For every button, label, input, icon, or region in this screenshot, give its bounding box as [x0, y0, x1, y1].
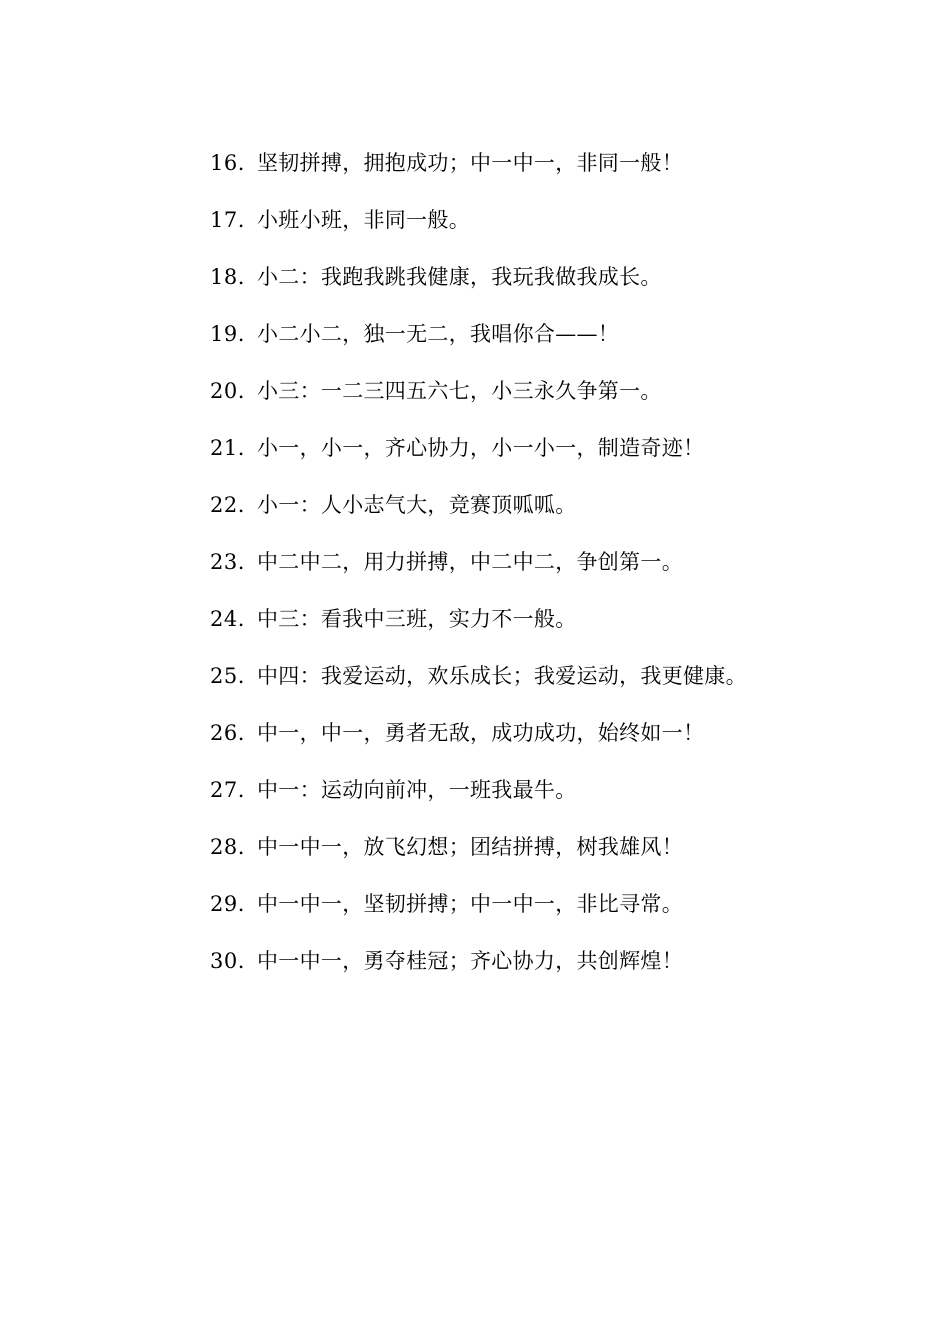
item-number: 30. — [210, 948, 245, 973]
item-text: 中一：运动向前冲，一班我最牛。 — [257, 777, 577, 802]
list-item — [210, 761, 830, 818]
list-item — [210, 305, 830, 362]
item-text: 中二中二，用力拼搏，中二中二，争创第一。 — [257, 549, 683, 574]
item-number: 21. — [210, 435, 245, 460]
item-text: 小班小班，非同一般。 — [257, 207, 470, 232]
list-item — [210, 419, 830, 476]
list-item — [210, 704, 830, 761]
item-text: 小一，小一，齐心协力，小一小一，制造奇迹！ — [257, 435, 705, 460]
item-number: 24. — [210, 606, 245, 631]
item-number: 23. — [210, 549, 245, 574]
item-number: 22. — [210, 492, 245, 517]
item-number: 16. — [210, 150, 245, 175]
item-number: 26. — [210, 720, 245, 745]
list-item — [210, 476, 830, 533]
item-text: 小一：人小志气大，竞赛顶呱呱。 — [257, 492, 577, 517]
item-number: 17. — [210, 207, 245, 232]
item-number: 27. — [210, 777, 245, 802]
item-text: 中四：我爱运动，欢乐成长；我爱运动，我更健康。 — [257, 663, 747, 688]
item-number: 20. — [210, 378, 245, 403]
list-item — [210, 248, 830, 305]
list-item — [210, 647, 830, 704]
list-item — [210, 533, 830, 590]
item-text: 中三：看我中三班，实力不一般。 — [257, 606, 577, 631]
item-number: 28. — [210, 834, 245, 859]
item-text: 小二小二，独一无二，我唱你合——！ — [257, 321, 620, 346]
slogan-list — [210, 134, 830, 989]
item-number: 25. — [210, 663, 245, 688]
item-text: 坚韧拼搏，拥抱成功；中一中一，非同一般！ — [257, 150, 683, 175]
list-item — [210, 134, 830, 191]
item-text: 中一中一，放飞幻想；团结拼搏，树我雄风！ — [257, 834, 683, 859]
item-text: 中一中一，勇夺桂冠；齐心协力，共创辉煌！ — [257, 948, 683, 973]
list-item — [210, 590, 830, 647]
list-item — [210, 362, 830, 419]
list-item — [210, 932, 830, 989]
list-item — [210, 191, 830, 248]
list-item — [210, 875, 830, 932]
item-number: 29. — [210, 891, 245, 916]
item-text: 中一中一，坚韧拼搏；中一中一，非比寻常。 — [257, 891, 683, 916]
item-number: 19. — [210, 321, 245, 346]
item-number: 18. — [210, 264, 245, 289]
item-text: 小三：一二三四五六七，小三永久争第一。 — [257, 378, 662, 403]
item-text: 中一，中一，勇者无敌，成功成功，始终如一！ — [257, 720, 705, 745]
item-text: 小二：我跑我跳我健康，我玩我做我成长。 — [257, 264, 662, 289]
list-item — [210, 818, 830, 875]
